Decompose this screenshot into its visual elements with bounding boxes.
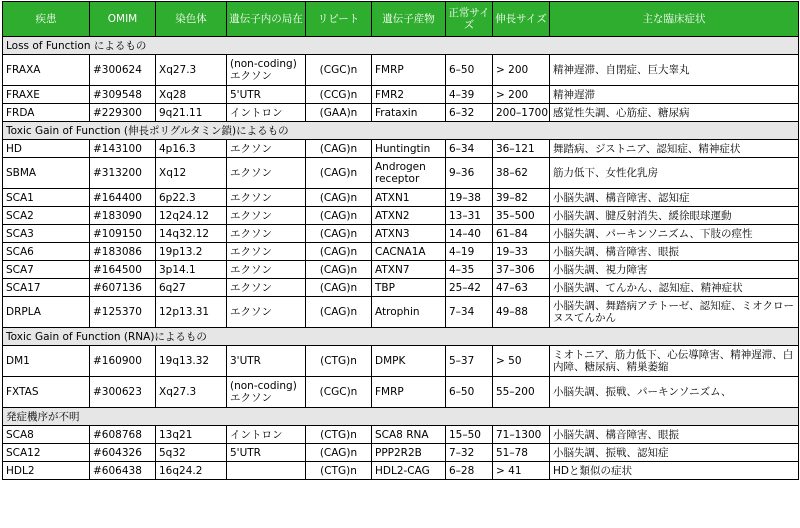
cell-normal-size: 6–34 xyxy=(446,140,493,158)
cell-normal-size: 6–50 xyxy=(446,55,493,86)
cell-symptoms: 小脳失調、振戦、認知症 xyxy=(550,444,799,462)
cell-product: FMR2 xyxy=(372,86,446,104)
table-row xyxy=(3,158,799,189)
cell-omim: #229300 xyxy=(90,104,156,122)
cell-chromosome: Xq27.3 xyxy=(156,377,227,408)
cell-normal-size: 7–34 xyxy=(446,297,493,328)
cell-disease: FRAXE xyxy=(3,86,90,104)
cell-expanded-size: > 41 xyxy=(493,462,550,480)
header-omim: OMIM xyxy=(90,2,156,37)
cell-product: TBP xyxy=(372,279,446,297)
cell-expanded-size: 19–33 xyxy=(493,243,550,261)
cell-product: ATXN7 xyxy=(372,261,446,279)
cell-product: Androgen receptor xyxy=(372,158,446,189)
cell-normal-size: 6–28 xyxy=(446,462,493,480)
table-row xyxy=(3,279,799,297)
cell-omim: #143100 xyxy=(90,140,156,158)
cell-normal-size: 6–32 xyxy=(446,104,493,122)
cell-normal-size: 4–39 xyxy=(446,86,493,104)
cell-repeat: (CCG)n xyxy=(306,86,372,104)
cell-repeat: (GAA)n xyxy=(306,104,372,122)
cell-expanded-size: 39–82 xyxy=(493,189,550,207)
cell-repeat: (CTG)n xyxy=(306,462,372,480)
cell-disease: SBMA xyxy=(3,158,90,189)
cell-symptoms: 精神遅滞 xyxy=(550,86,799,104)
cell-expanded-size: 36–121 xyxy=(493,140,550,158)
cell-location: エクソン xyxy=(227,297,306,328)
cell-chromosome: 14q32.12 xyxy=(156,225,227,243)
cell-repeat: (CAG)n xyxy=(306,189,372,207)
cell-product: HDL2-CAG xyxy=(372,462,446,480)
cell-location: エクソン xyxy=(227,158,306,189)
cell-chromosome: 5q32 xyxy=(156,444,227,462)
cell-chromosome: 12p13.31 xyxy=(156,297,227,328)
cell-omim: #606438 xyxy=(90,462,156,480)
cell-expanded-size: > 200 xyxy=(493,86,550,104)
cell-symptoms: 小脳失調、視力障害 xyxy=(550,261,799,279)
cell-repeat: (CAG)n xyxy=(306,279,372,297)
cell-disease: SCA2 xyxy=(3,207,90,225)
table-row xyxy=(3,426,799,444)
cell-symptoms: 小脳失調、振戦、パーキンソニズム、 xyxy=(550,377,799,408)
cell-normal-size: 4–19 xyxy=(446,243,493,261)
cell-expanded-size: 37–306 xyxy=(493,261,550,279)
cell-repeat: (CAG)n xyxy=(306,444,372,462)
cell-chromosome: 6p22.3 xyxy=(156,189,227,207)
cell-symptoms: 小脳失調、構音障害、眼振 xyxy=(550,426,799,444)
cell-expanded-size: 61–84 xyxy=(493,225,550,243)
cell-omim: #183086 xyxy=(90,243,156,261)
cell-symptoms: 小脳失調、てんかん、認知症、精神症状 xyxy=(550,279,799,297)
cell-product: Atrophin xyxy=(372,297,446,328)
cell-repeat: (CAG)n xyxy=(306,158,372,189)
cell-expanded-size: 200–1700 xyxy=(493,104,550,122)
cell-expanded-size: 51–78 xyxy=(493,444,550,462)
cell-omim: #607136 xyxy=(90,279,156,297)
cell-chromosome: 19q13.32 xyxy=(156,346,227,377)
cell-normal-size: 7–32 xyxy=(446,444,493,462)
cell-symptoms: 小脳失調、パーキンソニズム、下肢の痙性 xyxy=(550,225,799,243)
cell-omim: #608768 xyxy=(90,426,156,444)
cell-normal-size: 15–50 xyxy=(446,426,493,444)
cell-product: DMPK xyxy=(372,346,446,377)
section-row xyxy=(3,37,799,55)
table-row xyxy=(3,104,799,122)
cell-normal-size: 14–40 xyxy=(446,225,493,243)
cell-location: イントロン xyxy=(227,426,306,444)
cell-disease: HD xyxy=(3,140,90,158)
cell-chromosome: 13q21 xyxy=(156,426,227,444)
section-row xyxy=(3,408,799,426)
cell-repeat: (CAG)n xyxy=(306,207,372,225)
cell-chromosome: Xq12 xyxy=(156,158,227,189)
table-row xyxy=(3,140,799,158)
cell-product: ATXN1 xyxy=(372,189,446,207)
cell-disease: HDL2 xyxy=(3,462,90,480)
cell-disease: SCA1 xyxy=(3,189,90,207)
cell-symptoms: 筋力低下、女性化乳房 xyxy=(550,158,799,189)
cell-disease: FXTAS xyxy=(3,377,90,408)
cell-omim: #313200 xyxy=(90,158,156,189)
cell-chromosome: 3p14.1 xyxy=(156,261,227,279)
cell-expanded-size: 55–200 xyxy=(493,377,550,408)
cell-location: エクソン xyxy=(227,189,306,207)
cell-repeat: (CGC)n xyxy=(306,377,372,408)
cell-symptoms: 小脳失調、腱反射消失、緩徐眼球運動 xyxy=(550,207,799,225)
cell-disease: FRDA xyxy=(3,104,90,122)
cell-symptoms: 小脳失調、構音障害、認知症 xyxy=(550,189,799,207)
cell-location: エクソン xyxy=(227,279,306,297)
cell-expanded-size: > 200 xyxy=(493,55,550,86)
cell-location: イントロン xyxy=(227,104,306,122)
section-title: 発症機序が不明 xyxy=(3,408,799,426)
cell-product: ATXN2 xyxy=(372,207,446,225)
cell-location: エクソン xyxy=(227,225,306,243)
cell-expanded-size: 49–88 xyxy=(493,297,550,328)
cell-disease: SCA6 xyxy=(3,243,90,261)
table-row xyxy=(3,462,799,480)
section-title: Loss of Function によるもの xyxy=(3,37,799,55)
cell-disease: SCA12 xyxy=(3,444,90,462)
header-repeat: リピート xyxy=(306,2,372,37)
header-product: 遺伝子産物 xyxy=(372,2,446,37)
table-row xyxy=(3,444,799,462)
table-row xyxy=(3,346,799,377)
cell-omim: #160900 xyxy=(90,346,156,377)
cell-omim: #604326 xyxy=(90,444,156,462)
cell-product: ATXN3 xyxy=(372,225,446,243)
cell-disease: SCA8 xyxy=(3,426,90,444)
cell-expanded-size: 35–500 xyxy=(493,207,550,225)
cell-disease: DM1 xyxy=(3,346,90,377)
cell-normal-size: 5–37 xyxy=(446,346,493,377)
header-chromosome: 染色体 xyxy=(156,2,227,37)
cell-expanded-size: > 50 xyxy=(493,346,550,377)
cell-chromosome: 6q27 xyxy=(156,279,227,297)
cell-symptoms: 感覚性失調、心筋症、糖尿病 xyxy=(550,104,799,122)
cell-omim: #309548 xyxy=(90,86,156,104)
cell-chromosome: 12q24.12 xyxy=(156,207,227,225)
header-location: 遺伝子内の局在 xyxy=(227,2,306,37)
section-row xyxy=(3,122,799,140)
cell-product: FMRP xyxy=(372,55,446,86)
cell-symptoms: 小脳失調、構音障害、眼振 xyxy=(550,243,799,261)
cell-omim: #164500 xyxy=(90,261,156,279)
repeat-disease-table xyxy=(2,1,799,480)
header-normal-size: 正常サイズ xyxy=(446,2,493,37)
table-row xyxy=(3,261,799,279)
cell-normal-size: 13–31 xyxy=(446,207,493,225)
cell-location: 3'UTR xyxy=(227,346,306,377)
cell-chromosome: 16q24.2 xyxy=(156,462,227,480)
cell-chromosome: 4p16.3 xyxy=(156,140,227,158)
cell-expanded-size: 47–63 xyxy=(493,279,550,297)
section-title: Toxic Gain of Function (伸長ポリグルタミン鎖)によるもの xyxy=(3,122,799,140)
cell-disease: SCA17 xyxy=(3,279,90,297)
cell-normal-size: 19–38 xyxy=(446,189,493,207)
cell-location: エクソン xyxy=(227,261,306,279)
cell-chromosome: 9q21.11 xyxy=(156,104,227,122)
cell-omim: #164400 xyxy=(90,189,156,207)
cell-normal-size: 25–42 xyxy=(446,279,493,297)
table-row xyxy=(3,86,799,104)
cell-product: SCA8 RNA xyxy=(372,426,446,444)
header-row xyxy=(3,2,799,37)
cell-omim: #183090 xyxy=(90,207,156,225)
cell-omim: #125370 xyxy=(90,297,156,328)
cell-chromosome: 19p13.2 xyxy=(156,243,227,261)
section-title: Toxic Gain of Function (RNA)によるもの xyxy=(3,328,799,346)
section-row xyxy=(3,328,799,346)
cell-omim: #300623 xyxy=(90,377,156,408)
header-symptoms: 主な臨床症状 xyxy=(550,2,799,37)
cell-product: FMRP xyxy=(372,377,446,408)
cell-product: CACNA1A xyxy=(372,243,446,261)
cell-location: (non-coding) エクソン xyxy=(227,377,306,408)
cell-normal-size: 6–50 xyxy=(446,377,493,408)
cell-symptoms: ミオトニア、筋力低下、心伝導障害、精神遅滞、白内障、糖尿病、精巣萎縮 xyxy=(550,346,799,377)
cell-location: 5'UTR xyxy=(227,444,306,462)
cell-disease: DRPLA xyxy=(3,297,90,328)
cell-chromosome: Xq28 xyxy=(156,86,227,104)
header-disease: 疾患 xyxy=(3,2,90,37)
cell-omim: #300624 xyxy=(90,55,156,86)
table-row xyxy=(3,189,799,207)
cell-expanded-size: 71–1300 xyxy=(493,426,550,444)
table-row xyxy=(3,207,799,225)
table-row xyxy=(3,55,799,86)
cell-location: (non-coding) エクソン xyxy=(227,55,306,86)
cell-omim: #109150 xyxy=(90,225,156,243)
table-row xyxy=(3,225,799,243)
cell-normal-size: 9–36 xyxy=(446,158,493,189)
cell-repeat: (CAG)n xyxy=(306,297,372,328)
cell-location: エクソン xyxy=(227,243,306,261)
header-expanded-size: 伸長サイズ xyxy=(493,2,550,37)
cell-product: PPP2R2B xyxy=(372,444,446,462)
cell-repeat: (CAG)n xyxy=(306,140,372,158)
cell-location: エクソン xyxy=(227,207,306,225)
cell-location: 5'UTR xyxy=(227,86,306,104)
cell-location: エクソン xyxy=(227,140,306,158)
cell-repeat: (CTG)n xyxy=(306,426,372,444)
table-body xyxy=(3,37,799,480)
cell-symptoms: 精神遅滞、自閉症、巨大睾丸 xyxy=(550,55,799,86)
cell-symptoms: 舞踏病、ジストニア、認知症、精神症状 xyxy=(550,140,799,158)
cell-product: Huntingtin xyxy=(372,140,446,158)
cell-expanded-size: 38–62 xyxy=(493,158,550,189)
cell-disease: SCA7 xyxy=(3,261,90,279)
table-row xyxy=(3,243,799,261)
cell-repeat: (CAG)n xyxy=(306,261,372,279)
cell-repeat: (CTG)n xyxy=(306,346,372,377)
cell-disease: SCA3 xyxy=(3,225,90,243)
cell-repeat: (CAG)n xyxy=(306,225,372,243)
cell-repeat: (CAG)n xyxy=(306,243,372,261)
cell-product: Frataxin xyxy=(372,104,446,122)
cell-chromosome: Xq27.3 xyxy=(156,55,227,86)
cell-disease: FRAXA xyxy=(3,55,90,86)
table-row xyxy=(3,297,799,328)
table-row xyxy=(3,377,799,408)
cell-symptoms: HDと類似の症状 xyxy=(550,462,799,480)
cell-location xyxy=(227,462,306,480)
cell-repeat: (CGC)n xyxy=(306,55,372,86)
cell-normal-size: 4–35 xyxy=(446,261,493,279)
cell-symptoms: 小脳失調、舞踏病アテトーゼ、認知症、ミオクローヌスてんかん xyxy=(550,297,799,328)
